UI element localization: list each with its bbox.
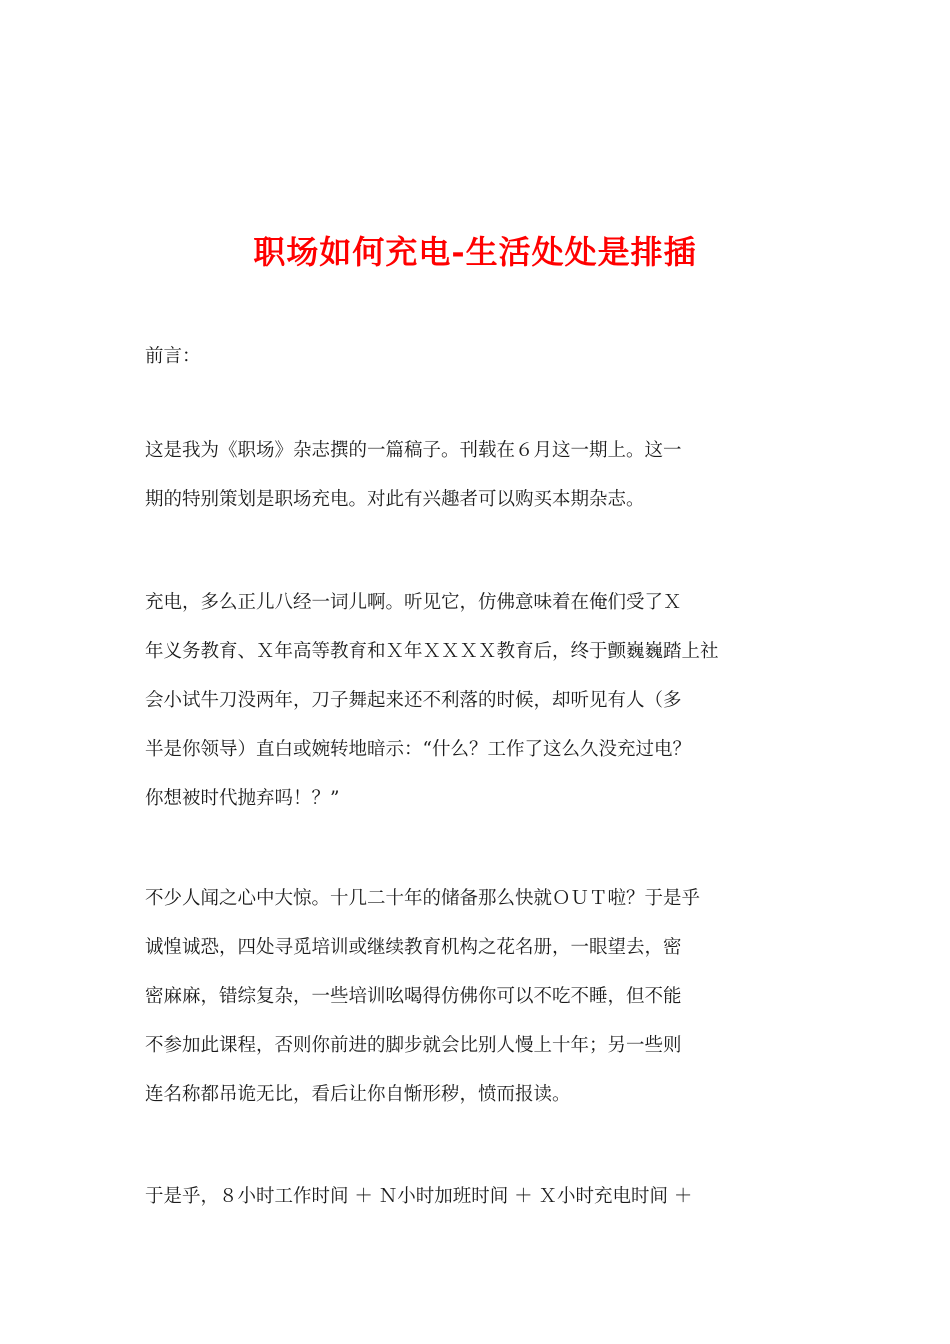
paragraph-line: 充电，多么正儿八经一词儿啊。听见它，仿佛意味着在俺们受了Ｘ: [145, 592, 682, 613]
paragraph-line: 半是你领导）直白或婉转地暗示：“什么？工作了这么久没充过电？: [145, 739, 691, 760]
document-title: 职场如何充电-生活处处是排插: [253, 233, 697, 271]
paragraph-line: 年义务教育、Ｘ年高等教育和Ｘ年ＸＸＸＸ教育后，终于颤巍巍踏上社: [145, 641, 719, 662]
paragraph-conclusion: [145, 1172, 810, 1221]
paragraph-intro: [145, 426, 810, 524]
paragraph-preface: [145, 332, 810, 381]
paragraph-line: 诚惶诚恐，四处寻觅培训或继续教育机构之花名册，一眼望去，密: [145, 937, 682, 958]
paragraph-line: 前言：: [145, 346, 201, 367]
paragraph-line: 你想被时代抛弃吗！？”: [145, 788, 340, 809]
paragraph-line: 连名称都吊诡无比，看后让你自惭形秽，愤而报读。: [145, 1084, 571, 1105]
paragraph-line: 于是乎，８小时工作时间 ＋ Ｎ小时加班时间 ＋ Ｘ小时充电时间 ＋: [145, 1186, 693, 1207]
paragraph-line: 会小试牛刀没两年，刀子舞起来还不利落的时候，却听见有人（多: [145, 690, 682, 711]
paragraph-line: 这是我为《职场》杂志撰的一篇稿子。刊载在６月这一期上。这一: [145, 440, 682, 461]
paragraph-charging: [145, 578, 810, 823]
paragraph-line: 期的特别策划是职场充电。对此有兴趣者可以购买本期杂志。: [145, 489, 645, 510]
paragraph-line: 不少人闻之心中大惊。十几二十年的储备那么快就ＯＵＴ啦？于是乎: [145, 888, 701, 909]
paragraph-line: 不参加此课程，否则你前进的脚步就会比别人慢上十年；另一些则: [145, 1035, 682, 1056]
paragraph-line: 密麻麻，错综复杂，一些培训吆喝得仿佛你可以不吃不睡，但不能: [145, 986, 682, 1007]
paragraph-reaction: [145, 874, 810, 1119]
